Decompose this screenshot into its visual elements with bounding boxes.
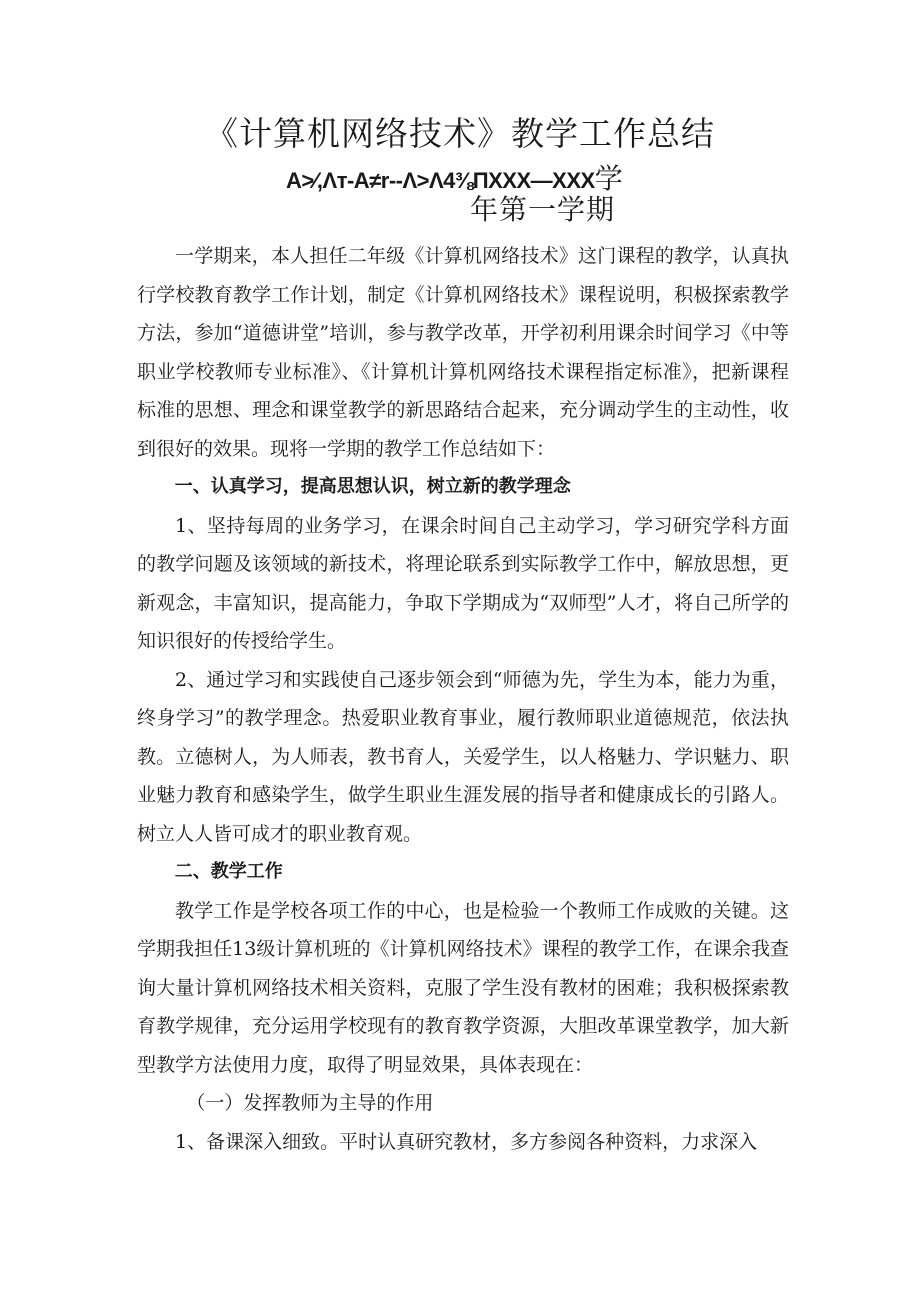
section2-paragraph-1: 教学工作是学校各项工作的中心，也是检验一个教师工作成败的关键。这学期我担任13级计算机班的《计算机网络技术》课程的教学工作，在课余我查询大量计算机网络技术相关资料，克服了学生没有教材的困难；我积极探索教育教学规律，充分运用学校现有的教育教学资源，大胆改革课堂教学，加大新型教学方法使用力度，取得了明显效果，具体表现在： [137, 899, 789, 1076]
subsection1-heading: （一）发挥教师为主导的作用 [186, 1092, 434, 1114]
section2-heading: 二、教学工作 [174, 861, 283, 882]
section1-paragraph-2: 2、通过学习和实践使自己逐步领会到“师德为先，学生为本，能力为重，终身学习”的教学理念。热爱职业教育事业，履行教师职业道德规范，依法执教。立德树人，为人师表，教书育人，关爱学生，以人格魅力、学识魅力、职业魅力教育和感染学生，做学生职业生涯发展的指导者和健康成长的引路人。树立人人皆可成才的职业教育观。 [137, 668, 789, 845]
document-body [137, 237, 789, 1161]
section1-paragraph-1: 1、坚持每周的业务学习，在课余时间自己主动学习，学习研究学科方面的教学问题及该领域的新技术，将理论联系到实际教学工作中，解放思想，更新观念，丰富知识，提高能力，争取下学期成为“双师型”人才，将自己所学的知识很好的传授给学生。 [137, 514, 789, 652]
section1-heading: 一、认真学习，提高思想认识，树立新的教学理念 [174, 476, 571, 497]
intro-paragraph: 一学期来，本人担任二年级《计算机网络技术》这门课程的教学，认真执行学校教育教学工作计划，制定《计算机网络技术》课程说明，积极探索教学方法，参加“道德讲堂”培训，参与教学改革，开学初利用课余时间学习《中等职业学校教师专业标准》、《计算机计算机网络技术课程指定标准》，把新课程标准的思想、理念和课堂教学的新思路结合起来，充分调动学生的主动性，收到很好的效果。现将一学期的教学工作总结如下： [137, 245, 789, 460]
subsection1-paragraph-1: 1、备课深入细致。平时认真研究教材，多方参阅各种资料，力求深入 [175, 1130, 758, 1153]
subtitle-line1-end: 学 [594, 162, 623, 195]
document-title: 《计算机网络技术》教学工作总结 [205, 114, 715, 153]
document-subtitle-line2: 年第一学期 [470, 193, 616, 226]
subtitle-garbled-text: A>⁄,Λᴛ-A≠r--Λ>Λ4⅜ΠXXX—XXX [286, 168, 595, 193]
